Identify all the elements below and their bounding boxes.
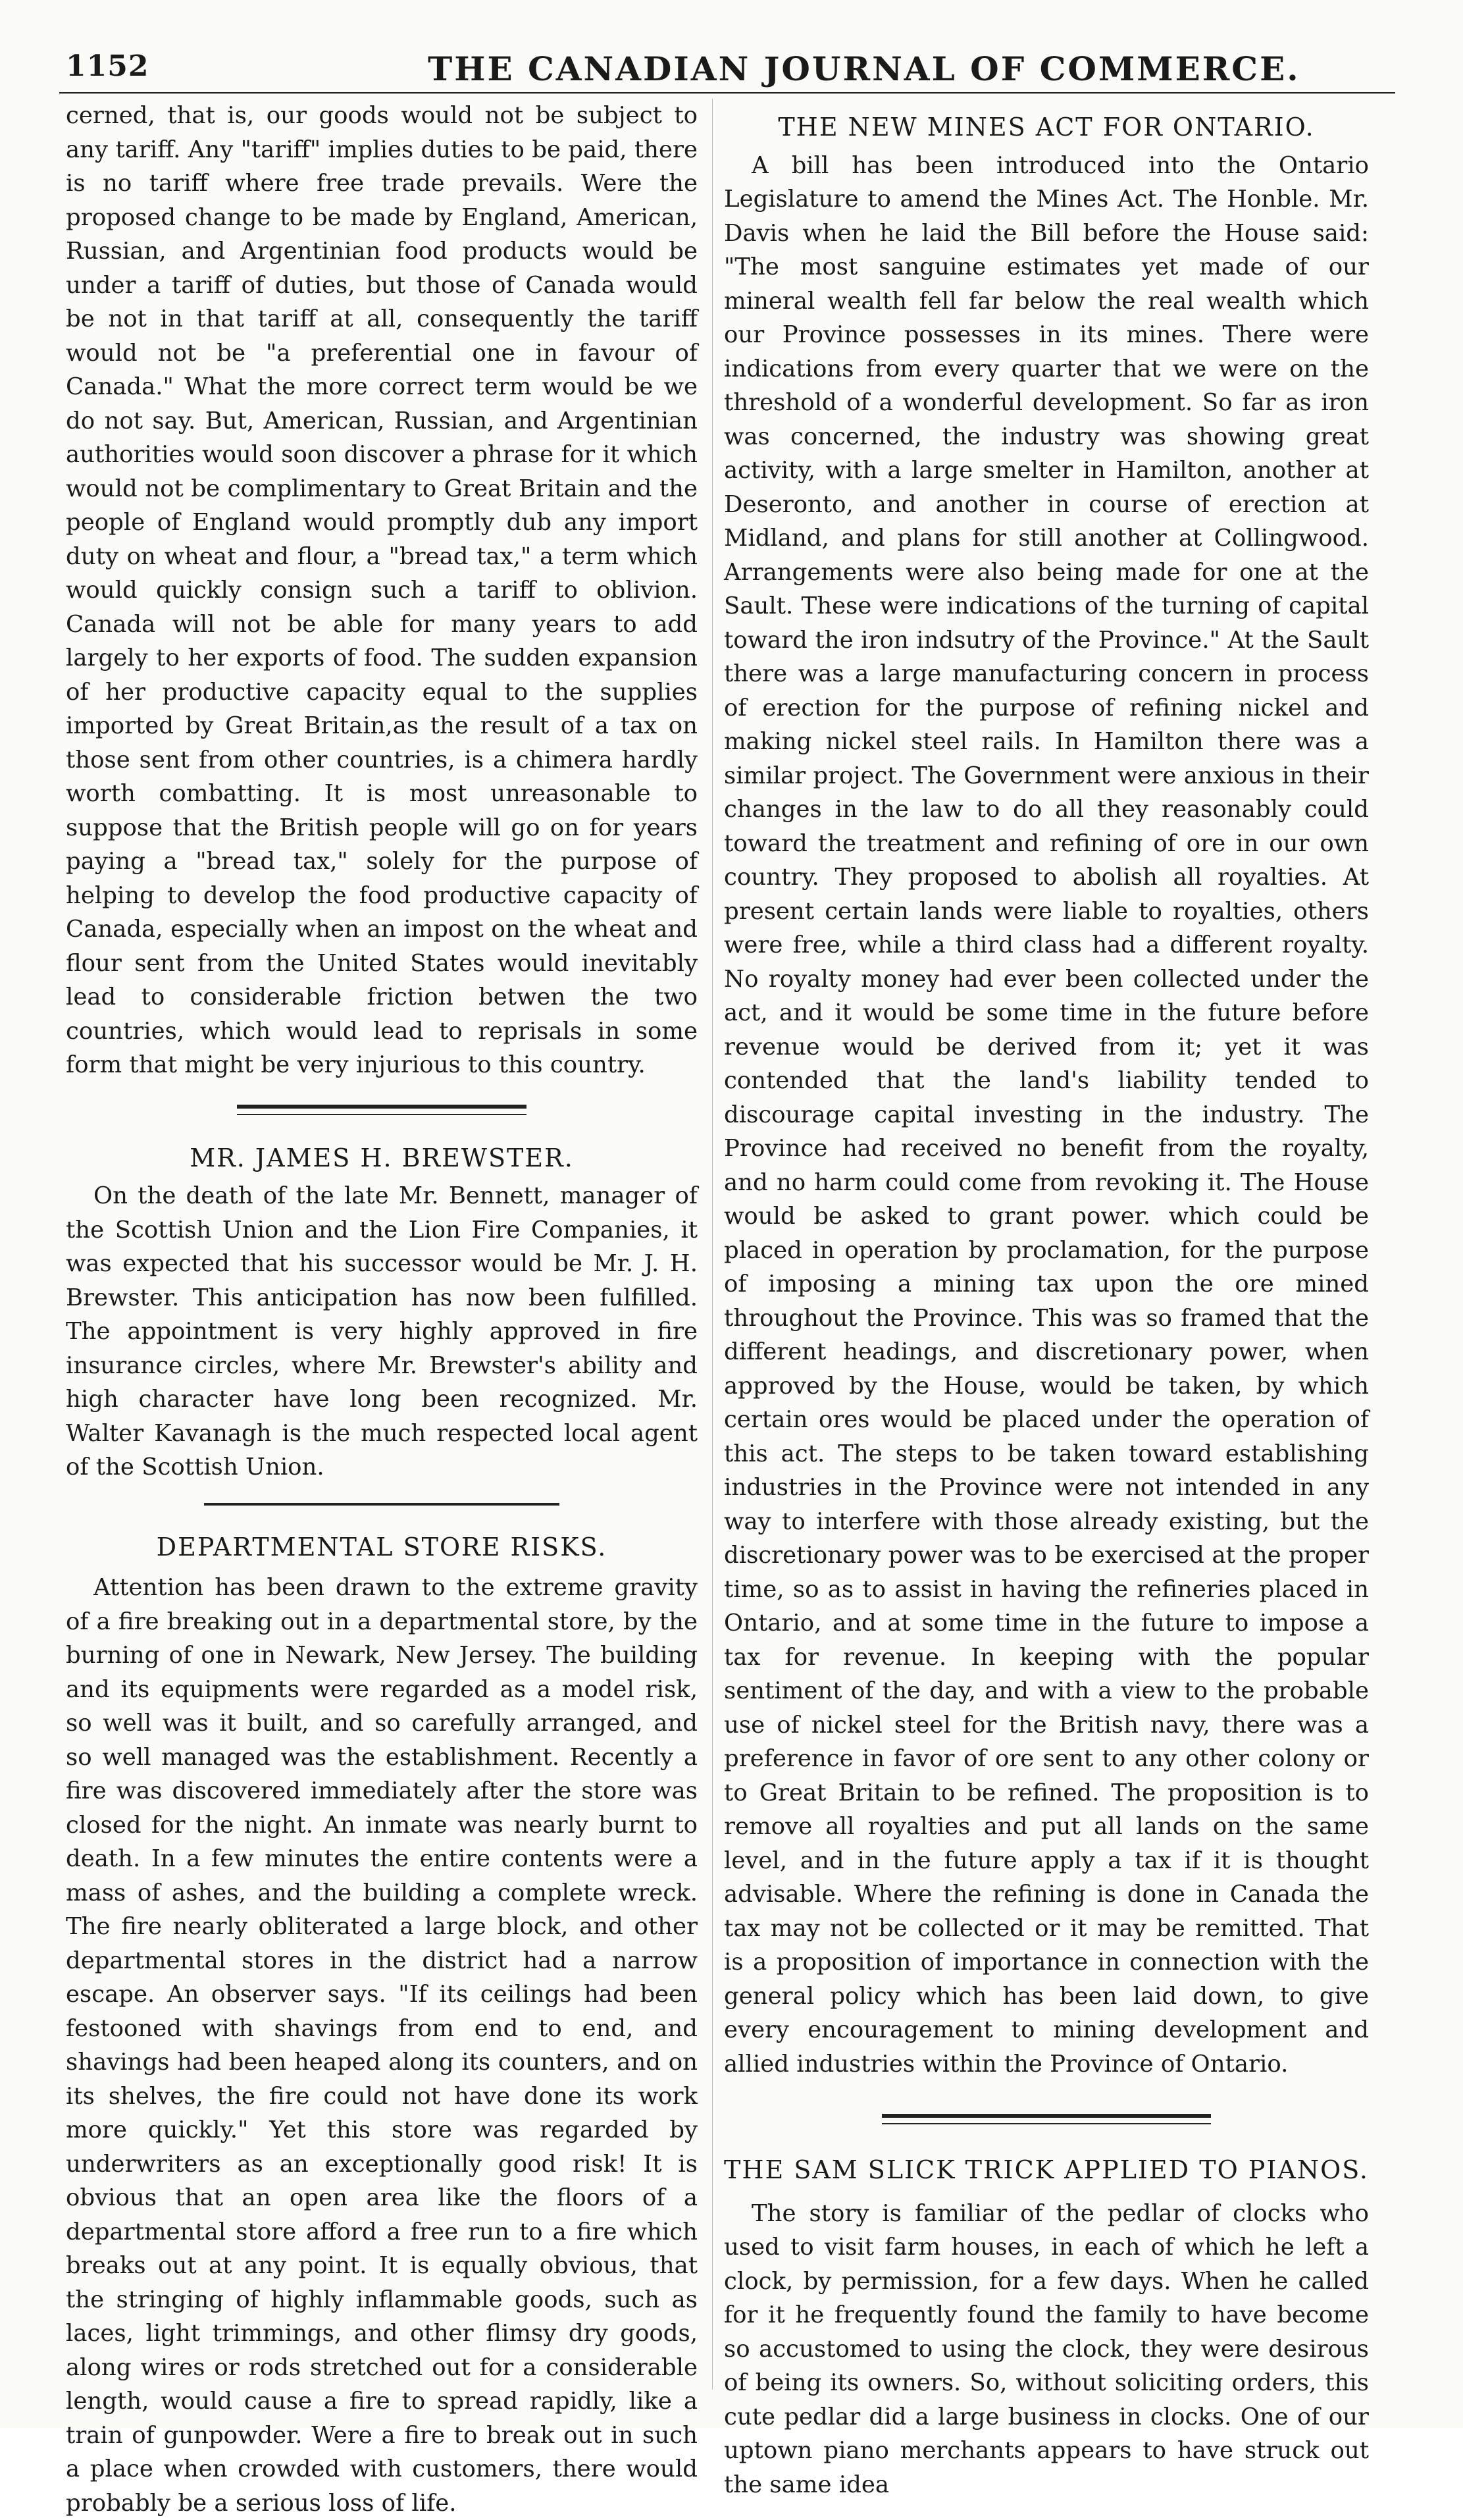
mines-act-article-body: A bill has been introduced into the Ontario Legislature to amend the Mines Act. The Honble. Mr. Davis when he laid the Bill before the House said: "The most sanguine estimates yet made of our mineral wealth fell far below the real wealth which our Province possesses in its mines. There were indications from every quarter that we were on the threshold of a wonderful development. So far as iron was concerned, the industry was showing great activity, with a large smelter in Hamilton, another at Deseronto, and another in course of erection at Midland, and plans for still another at Collingwood. Arrangements were also being made for one at the Sault. These were indications of the turning of capital toward the iron indsutry of the Province." At the Sault there was a large manufacturing concern in process of erection for the purpose of refining nickel and making nickel steel rails. In Hamilton there was a similar project. The Government were anxious in their changes in the law to do all they reasonably could toward the treatment and refining of ore in our own country. They proposed to abolish all royalties. At present certain lands were liable to royalties, others were free, while a third class had a different royalty. No royalty money had ever been collected under the act, and it would be some time in the future before revenue would be derived from it; yet it was contended that the land's liability tended to discourage capital investing in the industry. The Province had received no benefit from the royalty, and no harm could come from revoking it. The House would be asked to grant power. which could be placed in operation by proclamation, for the purpose of imposing a mining tax upon the ore mined throughout the Province. This was so framed that the different headings, and discretionary power, when approved by the House, would be taken, by which certain ores would be placed under the operation of this act. The steps to be taken toward establishing industries in the Province were not intended in any way to interfere with those already existing, but the discretionary power was to be exercised at the proper time, so as to assist in having the refineries placed in Ontario, and at some time in the future to impose a tax for revenue. In keeping with the popular sentiment of the day, and with a view to the probable use of nickel steel for the British navy, there was a preference in favor of ore sent to any other colony or to Great Britain to be refined. The proposition is to remove all royalties and put all lands on the same level, and in the future apply a tax if it is thought advisable. Where the refining is done in Canada the tax may not be collected or it may be remitted. That is a proposition of importance in connection with the general policy which has been laid down, to give every encouragement to mining development and allied industries within the Province of Ontario. [724, 151, 1369, 2078]
header-rule [59, 92, 1395, 94]
left-column [66, 99, 698, 2520]
sam-slick-headline: THE SAM SLICK TRICK APPLIED TO PIANOS. [724, 2155, 1369, 2184]
page-header [59, 49, 1389, 102]
section-rule [66, 1082, 698, 1142]
journal-title: THE CANADIAN JOURNAL OF COMMERCE. [428, 49, 1300, 88]
store-risks-headline: DEPARTMENTAL STORE RISKS. [156, 1532, 607, 1562]
tariff-article-continuation: cerned, that is, our goods would not be subject to any tariff. Any "tariff" implies duties to be paid, there is no tariff where free trade prevails. Were the proposed change to be made by England, American, Russian, and Argentinian food products would be under a tariff of duties, but those of Canada would be not in that tariff at all, consequently the tariff would not be "a preferential one in favour of Canada." What the more correct term would be we do not say. But, American, Russian, and Argentinian authorities would soon discover a phrase for it which would not be complimentary to Great Britain and the people of England would promptly dub any import duty on wheat and flour, a "bread tax," a term which would quickly consign such a tariff to oblivion. Canada will not be able for many years to add largely to her exports of food. The sudden expansion of her productive capacity equal to the supplies imported by Great Britain,as the result of a tax on those sent from other countries, is a chimera hardly worth combatting. It is most unreasonable to suppose that the British people will go on for years paying a "bread tax," solely for the purpose of helping to develop the food productive capacity of Canada, especially when an impost on the wheat and flour sent from the United States would inevitably lead to considerable friction betwen the two countries, which would lead to reprisals in some form that might be very injurious to this country. [66, 102, 698, 1078]
right-column [724, 99, 1369, 2502]
page-number: 1152 [66, 49, 149, 83]
column-divider [712, 99, 713, 2390]
brewster-article-body: On the death of the late Mr. Bennett, manager of the Scottish Union and the Lion Fire Companies, it was expected that his successor would be Mr. J. H. Brewster. This anticipation has now been fulfilled. The appointment is very highly approved in fire insurance circles, where Mr. Brewster's ability and high character have long been recognized. Mr. Walter Kavanagh is the much respected local agent of the Scottish Union. [66, 1182, 698, 1481]
section-rule [724, 2081, 1369, 2153]
mines-act-headline: THE NEW MINES ACT FOR ONTARIO. [778, 113, 1315, 142]
brewster-headline: MR. JAMES H. BREWSTER. [190, 1143, 574, 1172]
section-rule [66, 1484, 698, 1531]
sam-slick-article-body: The story is familiar of the pedlar of clocks who used to visit farm houses, in each of which he left a clock, by permission, for a few days. When he called for it he frequently found the family to have become so accustomed to using the clock, they were desirous of being its owners. So, without soliciting orders, this cute pedlar did a large business in clocks. One of our uptown piano merchants appears to have struck out the same idea [724, 2199, 1369, 2498]
store-risks-article-body: Attention has been drawn to the extreme gravity of a fire breaking out in a departmental store, by the burning of one in Newark, New Jersey. The building and its equipments were regarded as a model risk, so well was it built, and so carefully arranged, and so well managed was the establishment. Recently a fire was discovered immediately after the store was closed for the night. An inmate was nearly burnt to death. In a few minutes the entire contents were a mass of ashes, and the building a complete wreck. The fire nearly obliterated a large block, and other departmental stores in the district had a narrow escape. An observer says. "If its ceilings had been festooned with shavings from end to end, and shavings had been heaped along its counters, and on its shelves, the fire could not have done its work more quickly." Yet this store was regarded by underwriters as an exceptionally good risk! It is obvious that an open area like the floors of a departmental store afford a free run to a fire which breaks out at any point. It is equally obvious, that the stringing of highly inflammable goods, such as laces, light trimmings, and other flimsy dry goods, along wires or rods stretched out for a considerable length, would cause a fire to spread rapidly, like a train of gunpowder. Were a fire to break out in such a place when crowded with customers, there would probably be a serious loss of life. [66, 1574, 698, 2517]
